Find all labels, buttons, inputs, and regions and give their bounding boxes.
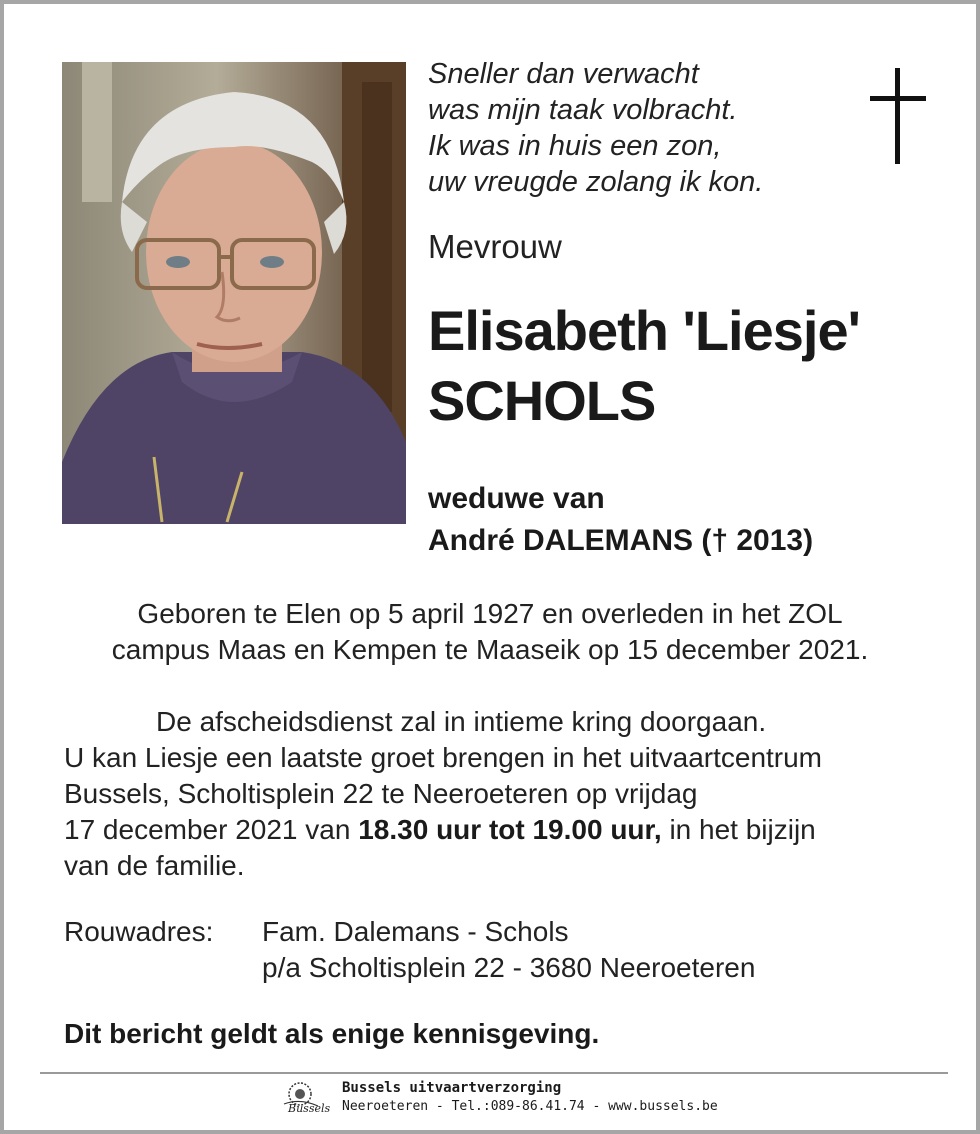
widow-label: weduwe van [428,482,605,515]
service-text [64,704,822,884]
deceased-name [428,296,860,436]
portrait-photo [62,62,406,524]
address-street: p/a Scholtisplein 22 - 3680 Neeroeteren [262,952,756,983]
poem-line: Sneller dan verwacht [428,58,699,90]
widow-of [428,478,813,562]
service-line: De afscheidsdienst zal in intieme kring doorgaan. [156,706,767,737]
cross-icon [870,68,926,164]
poem [428,56,763,200]
bussels-logo-icon [278,1080,334,1116]
service-line: Bussels, Scholtisplein 22 te Neeroeteren op vrijdag [64,778,698,809]
portrait-illustration [62,62,406,524]
birth-death-line: campus Maas en Kempen te Maaseik op 15 december 2021. [111,634,869,665]
address-family: Fam. Dalemans - Schols [262,916,569,947]
honorific-title: Mevrouw [428,228,562,265]
service-suffix: in het bijzijn [661,814,816,845]
service-line: U kan Liesje een laatste groet brengen in het uitvaartcentrum [64,742,823,773]
birth-death-line: Geboren te Elen op 5 april 1927 en overleden in het ZOL [137,598,843,629]
deceased-first-name: Elisabeth 'Liesje' [428,299,860,362]
poem-line: Ik was in huis een zon, [428,130,722,162]
service-line [64,812,822,848]
service-date: 17 december 2021 van [64,814,359,845]
birth-death-text [4,596,976,668]
svg-text:Bussels: Bussels [288,1102,331,1115]
service-line: van de familie. [64,850,245,881]
company-contact: Neeroeteren - Tel.:089-86.41.74 - www.bussels.be [342,1099,718,1114]
spouse-name: André DALEMANS († 2013) [428,524,814,557]
company-name: Bussels uitvaartverzorging [342,1080,562,1096]
notice-statement: Dit bericht geldt als enige kennisgeving. [64,1018,600,1049]
poem-line: was mijn taak volbracht. [428,94,738,126]
address-label: Rouwadres: [64,916,214,947]
deceased-surname: SCHOLS [428,369,656,432]
footer-divider [40,1072,948,1074]
poem-line: uw vreugde zolang ik kon. [428,166,764,198]
visiting-hours: 18.30 uur tot 19.00 uur, [358,814,662,845]
